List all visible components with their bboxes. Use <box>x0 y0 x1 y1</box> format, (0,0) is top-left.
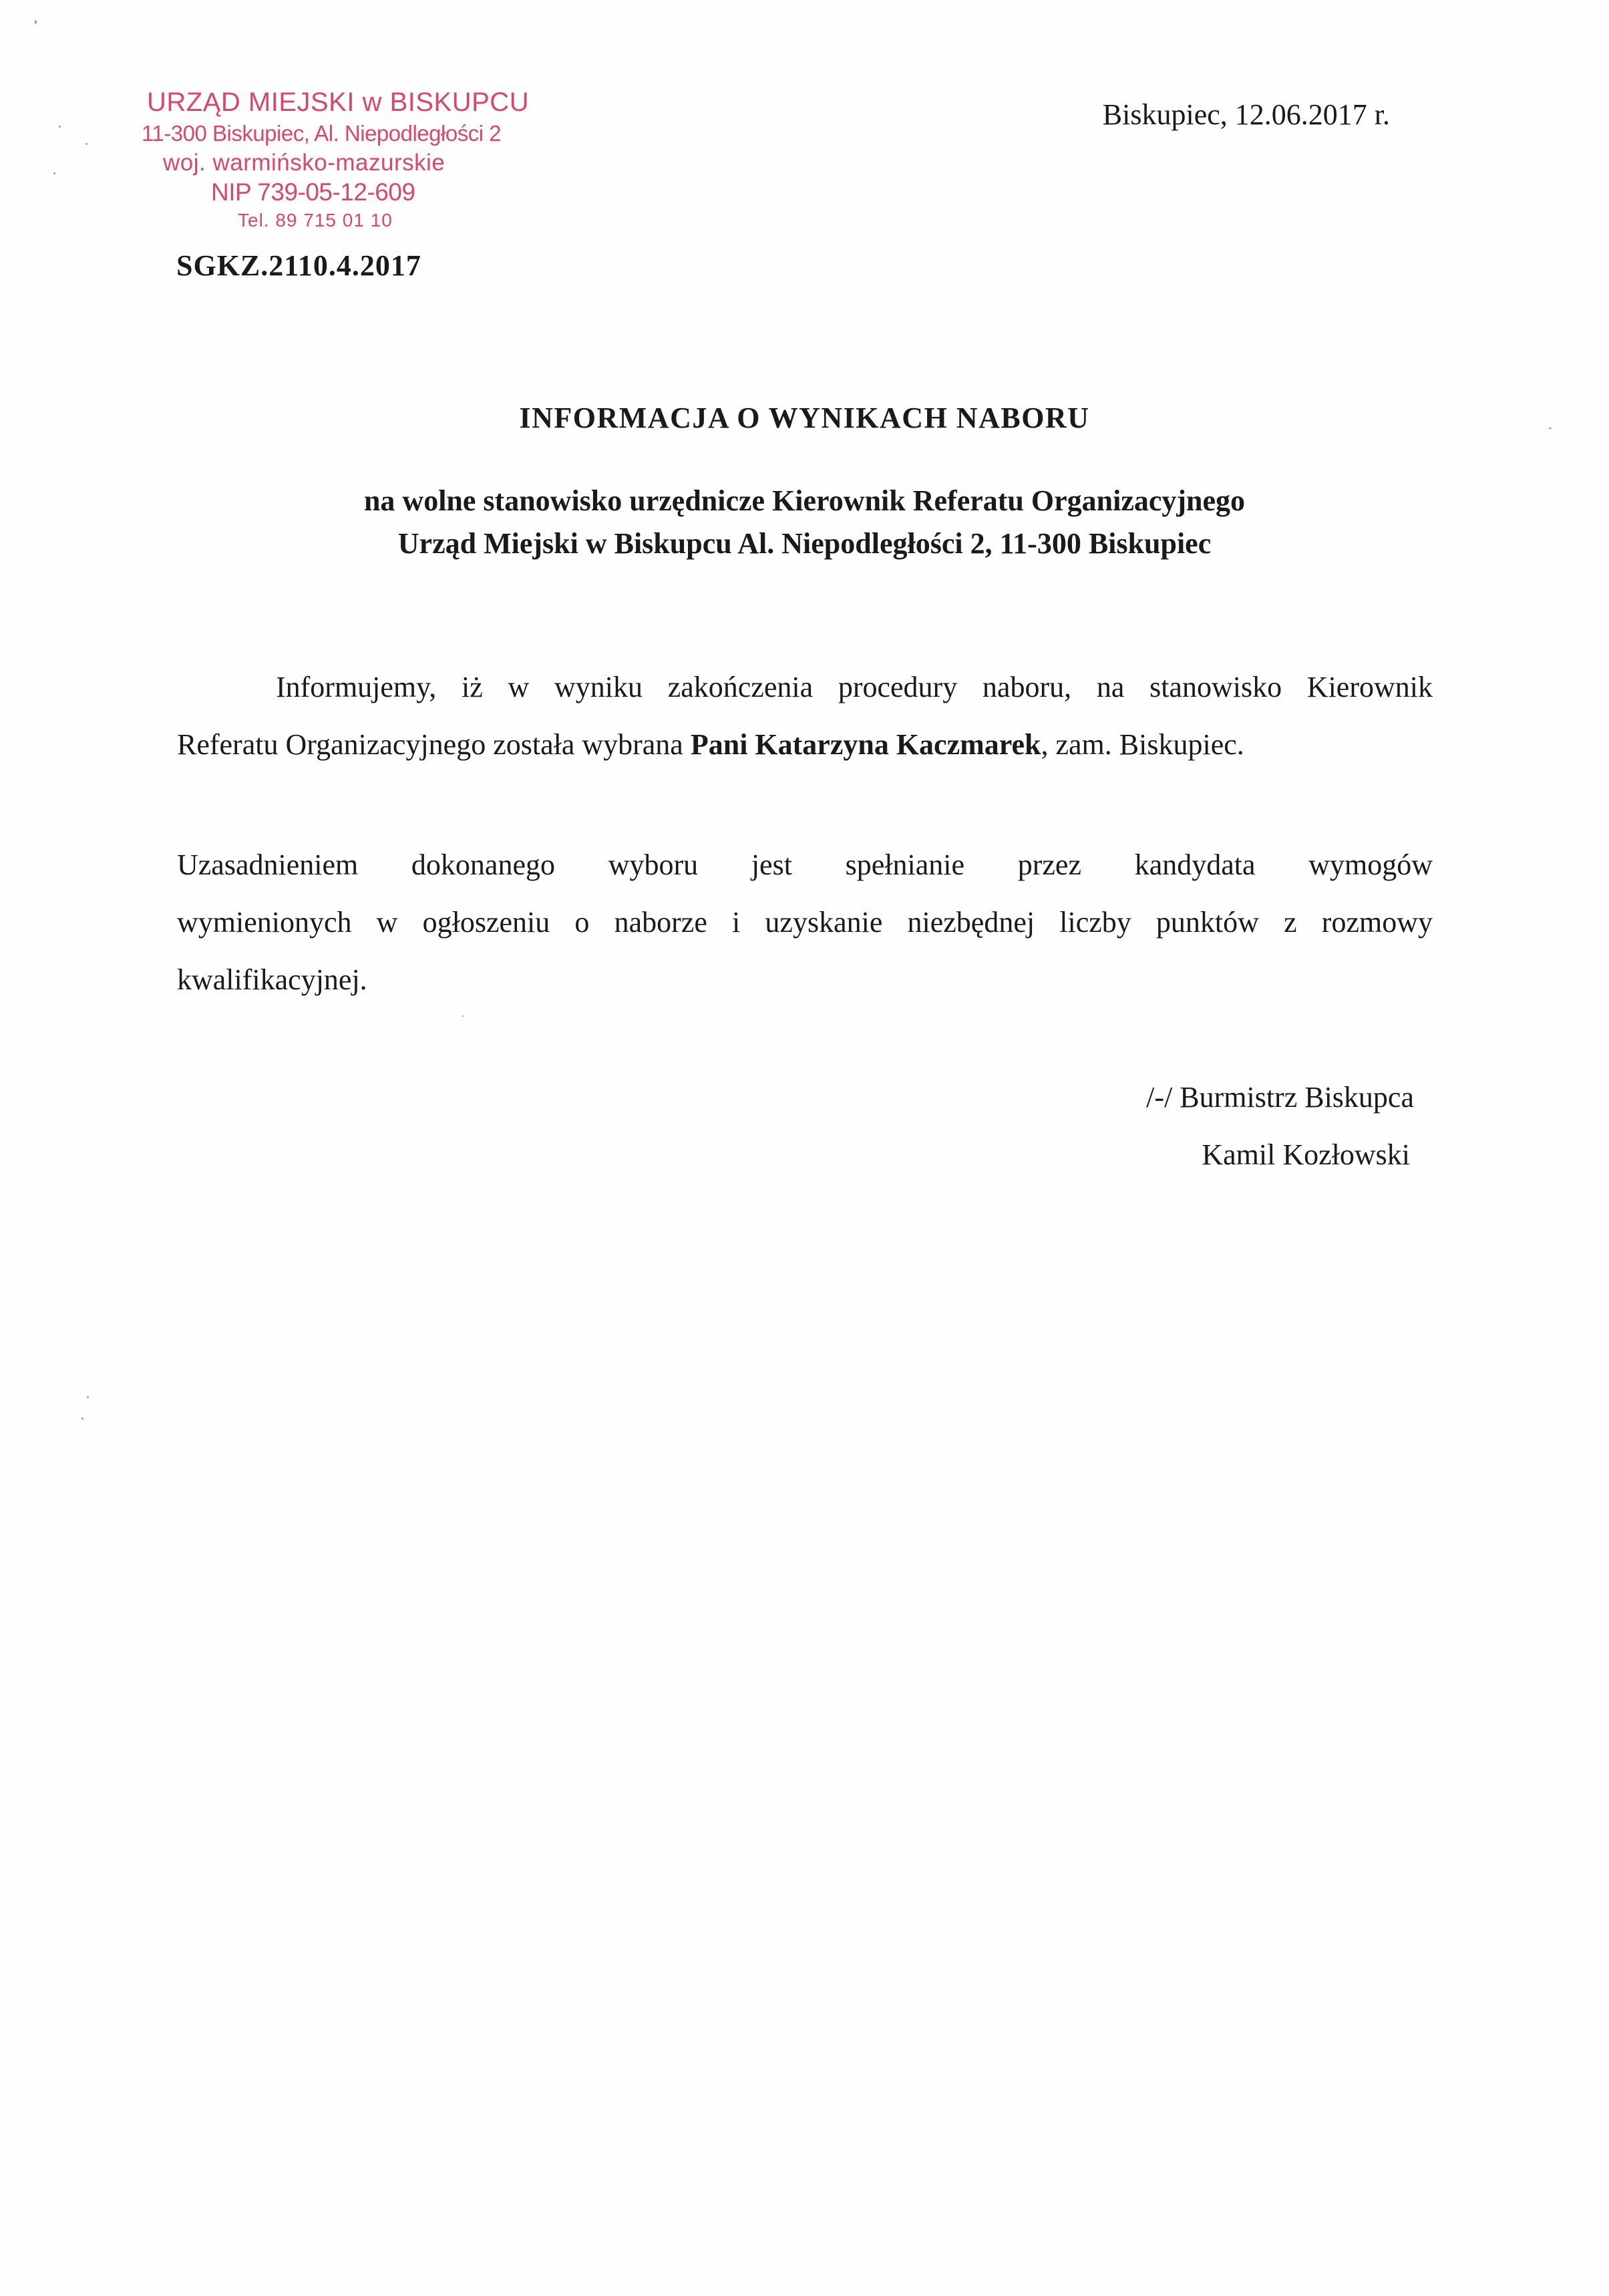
paragraph2-line1: Uzasadnieniem dokonanego wyboru jest spełnianie przez kandydata wymogów <box>177 848 1433 881</box>
scan-speck <box>85 143 87 145</box>
scan-speck <box>35 20 37 24</box>
scan-speck <box>462 1015 464 1017</box>
scan-speck <box>53 172 55 174</box>
stamp-address: 11-300 Biskupiec, Al. Niepodległości 2 <box>142 121 502 146</box>
subtitle-line-position: na wolne stanowisko urzędnicze Kierownik Referatu Organizacyjnego <box>363 484 1246 517</box>
selected-candidate-name: Pani Katarzyna Kaczmarek <box>690 728 1041 761</box>
scan-speck <box>87 1396 89 1398</box>
paragraph1-line2 <box>177 728 1244 761</box>
signature-title: /-/ Burmistrz Biskupca <box>1146 1081 1414 1114</box>
paragraph1-line2-start: Referatu Organizacyjnego została wybrana <box>177 728 691 761</box>
stamp-office-name: URZĄD MIEJSKI w BISKUPCU <box>147 88 530 117</box>
scan-speck <box>59 126 61 128</box>
paragraph1-line2-end: , zam. Biskupiec. <box>1041 728 1244 761</box>
signature-block <box>1146 1069 1414 1184</box>
signature-name: Kamil Kozłowski <box>1202 1138 1410 1171</box>
office-stamp <box>138 86 538 234</box>
paragraph-justification <box>177 836 1433 1009</box>
document-subtitle <box>0 480 1609 565</box>
stamp-phone: Tel. 89 715 01 10 <box>238 210 393 230</box>
scan-speck <box>81 1418 83 1420</box>
stamp-voivodeship: woj. warmińsko-mazurskie <box>163 150 445 176</box>
subtitle-line-address: Urząd Miejski w Biskupcu Al. Niepodległości 2, 11-300 Biskupiec <box>397 527 1212 560</box>
reference-number: SGKZ.2110.4.2017 <box>176 249 421 282</box>
paragraph1-line1: Informujemy, iż w wyniku zakończenia procedury naboru, na stanowisko Kierownik <box>276 671 1433 703</box>
paragraph2-line2: wymienionych w ogłoszeniu o naborze i uzyskanie niezbędnej liczby punktów z rozmowy <box>177 906 1433 939</box>
scan-speck <box>1548 428 1552 429</box>
paragraph-selection-result <box>177 659 1433 774</box>
paragraph2-line3: kwalifikacyjnej. <box>177 963 367 996</box>
stamp-nip: NIP 739-05-12-609 <box>211 178 415 206</box>
document-title: INFORMACJA O WYNIKACH NABORU <box>519 401 1090 434</box>
document-date: Biskupiec, 12.06.2017 r. <box>1102 98 1390 131</box>
